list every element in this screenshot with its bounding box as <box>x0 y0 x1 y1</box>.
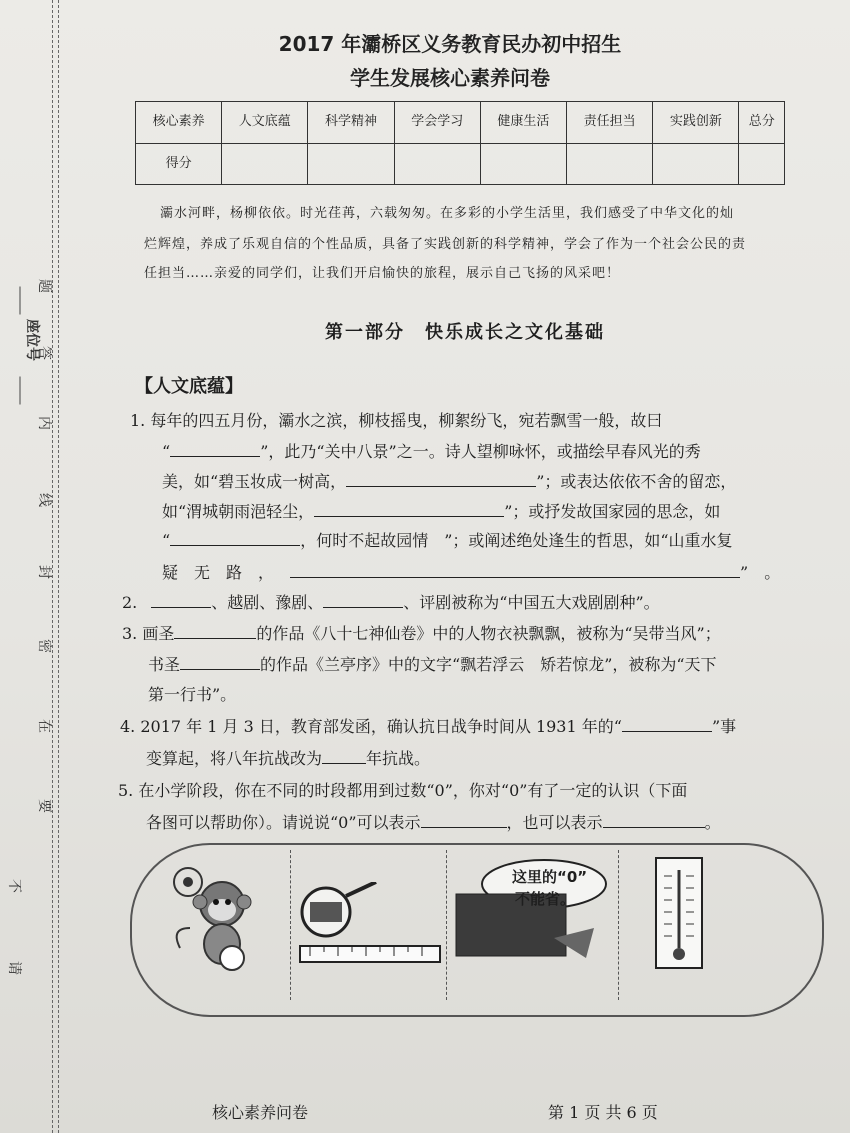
question-1-line: 1. 每年的四五月份，灞水之滨，柳枝摇曳，柳絮纷飞，宛若飘雪一般，故曰 <box>130 411 663 430</box>
answer-blank[interactable] <box>170 531 300 546</box>
score-cell[interactable] <box>653 143 739 185</box>
page-number: 第 1 页 共 6 页 <box>548 1103 658 1122</box>
question-5-line <box>146 810 721 833</box>
score-table-header: 总分 <box>739 102 785 144</box>
score-table-header: 核心素养 <box>136 102 222 144</box>
intro-line: 任担当……亲爱的同学们，让我们开启愉快的旅程，展示自己飞扬的风采吧！ <box>144 266 621 281</box>
score-table-header: 健康生活 <box>480 102 566 144</box>
score-table-score-row <box>136 143 785 185</box>
question-text: 各图可以帮助你）。请说说“0”可以表示 <box>146 813 421 832</box>
answer-blank[interactable] <box>323 593 403 608</box>
question-text: 如“渭城朝雨浥轻尘， <box>162 502 315 521</box>
margin-char: 题 <box>36 279 52 293</box>
question-text: 变算起，将八年抗战改为 <box>146 749 323 768</box>
margin-char: 封 <box>36 565 52 579</box>
question-text: ” 。 <box>740 563 781 582</box>
question-text: ”；或抒发故国家园的思念，如 <box>504 502 721 521</box>
speech-bubble-text: 这里的“0” <box>512 868 588 886</box>
answer-blank[interactable] <box>170 442 260 457</box>
answer-blank[interactable] <box>421 813 507 828</box>
question-4-line <box>120 714 736 737</box>
intro-line: 灞水河畔，杨柳依依。时光荏苒，六载匆匆。在多彩的小学生活里，我们感受了中华文化的灿 <box>160 206 735 221</box>
footer-label: 核心素养问卷 <box>212 1103 309 1122</box>
score-table <box>135 101 785 185</box>
question-5-line: 5. 在小学阶段，你在不同的时段都用到过数“0”，你对“0”有了一定的认识（下面 <box>118 781 688 800</box>
question-3-line: 第一行书”。 <box>148 685 237 704</box>
score-table-header: 学会学习 <box>394 102 480 144</box>
question-text: 书圣 <box>148 655 181 674</box>
thermometer-icon <box>654 856 704 970</box>
score-cell[interactable] <box>739 143 785 185</box>
question-text: ”；或表达依依不舍的留恋， <box>536 472 737 491</box>
speech-bubble-text: 不能省。 <box>515 890 576 908</box>
question-text: 4. 2017 年 1 月 3 日，教育部发函，确认抗日战争时间从 1931 年的“ <box>120 717 622 736</box>
answer-blank[interactable] <box>180 655 260 670</box>
margin-char: 答 <box>36 346 52 360</box>
monkey-icon <box>160 858 280 978</box>
question-1-line <box>162 560 780 583</box>
answer-blank[interactable] <box>174 624 256 639</box>
magnifier-ruler-icon <box>296 882 444 972</box>
section-title: 第一部分 快乐成长之文化基础 <box>325 322 605 343</box>
margin-char: 内 <box>36 416 52 430</box>
question-text: 。 <box>704 813 721 832</box>
score-row-label: 得分 <box>136 143 222 185</box>
picture-divider <box>618 850 619 1000</box>
score-table-header-row <box>136 102 785 144</box>
question-text: 、越剧、豫剧、 <box>211 593 324 612</box>
question-1-line <box>162 528 733 551</box>
answer-blank[interactable] <box>322 749 366 764</box>
question-number: 2. <box>122 593 138 612</box>
subsection-heading: 【人文底蕴】 <box>135 376 243 397</box>
margin-char: 线 <box>36 493 52 507</box>
seat-number-label: 座位号 <box>24 319 40 361</box>
margin-char: 请 <box>6 961 22 975</box>
question-1-line <box>162 439 701 462</box>
question-1-line <box>162 499 720 522</box>
question-text: 美，如“碧玉妆成一树高， <box>162 472 347 491</box>
score-table-header: 实践创新 <box>653 102 739 144</box>
intro-line: 烂辉煌，养成了乐观自信的个性品质，具备了实践创新的科学精神，学会了作为一个社会公民的责 <box>144 237 747 252</box>
answer-blank[interactable] <box>151 593 211 608</box>
score-cell[interactable] <box>308 143 394 185</box>
exam-subtitle: 学生发展核心素养问卷 <box>350 66 550 90</box>
picture-divider <box>446 850 447 1000</box>
score-table-header: 责任担当 <box>567 102 653 144</box>
answer-blank[interactable] <box>290 563 740 578</box>
exam-title: 2017 年灞桥区义务教育民办初中招生 <box>278 32 622 56</box>
question-text: 疑 无 路 ， <box>162 563 275 582</box>
question-4-line <box>146 746 430 769</box>
margin-char: 不 <box>6 879 22 893</box>
question-text: ”，此乃“关中八景”之一。诗人望柳咏怀，或描绘早春风光的秀 <box>260 442 701 461</box>
question-text: 的作品《兰亭序》中的文字“飘若浮云 矫若惊龙”，被称为“天下 <box>260 655 717 674</box>
question-text: ”事 <box>711 717 737 736</box>
answer-blank[interactable] <box>622 717 712 732</box>
score-cell[interactable] <box>480 143 566 185</box>
question-1-line <box>162 469 736 492</box>
question-text: ，也可以表示 <box>506 813 603 832</box>
binding-line-inner <box>58 0 59 1133</box>
question-text: 、评剧被称为“中国五大戏剧剧种”。 <box>403 593 660 612</box>
score-cell[interactable] <box>222 143 308 185</box>
answer-blank[interactable] <box>603 813 705 828</box>
score-cell[interactable] <box>567 143 653 185</box>
seat-number-line-2 <box>20 377 21 405</box>
question-3-line <box>122 621 721 644</box>
question-text: 的作品《八十七神仙卷》中的人物衣袂飘飘，被称为“吴带当风”； <box>256 624 721 643</box>
margin-char: 要 <box>36 799 52 813</box>
question-2 <box>122 590 660 613</box>
question-text: “ <box>162 442 171 461</box>
score-table-header: 科学精神 <box>308 102 394 144</box>
margin-char: 密 <box>36 639 52 653</box>
picture-divider <box>290 850 291 1000</box>
question-3-line <box>148 652 717 675</box>
question-text: “ <box>162 531 171 550</box>
score-cell[interactable] <box>394 143 480 185</box>
question-text: ，何时不起故园情 ”；或阐述绝处逢生的哲思，如“山重水复 <box>300 531 733 550</box>
question-text: 3. 画圣 <box>122 624 175 643</box>
question-text: 年抗战。 <box>366 749 431 768</box>
seat-number-line <box>20 287 21 315</box>
answer-blank[interactable] <box>346 472 536 487</box>
score-table-header: 人文底蕴 <box>222 102 308 144</box>
answer-blank[interactable] <box>314 502 504 517</box>
margin-char: 在 <box>36 719 52 733</box>
